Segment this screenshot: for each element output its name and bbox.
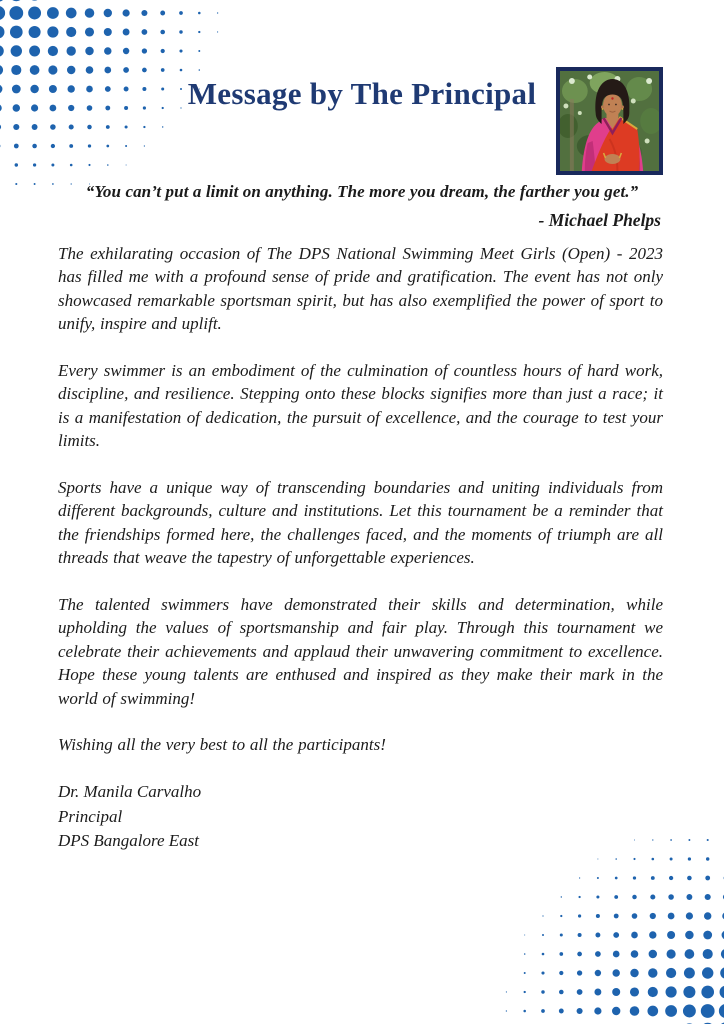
page-title: Message by The Principal [187,76,537,111]
signature-school: DPS Bangalore East [58,831,200,851]
body-paragraph-3: Sports have a unique way of transcending boundaries and uniting individuals from different backgrounds, culture and institutions. Let this tournament be a reminder that the friendships formed here, the challenges faced, and the moments of triumph are all threads that weave the tapestry of unforgettable experiences. [58,478,663,568]
principal-portrait-image [560,71,659,171]
signature-role: Principal [58,806,123,826]
message-body [58,242,663,854]
quote-block [40,179,684,233]
quote-attribution: - Michael Phelps [538,210,661,230]
body-paragraph-2: Every swimmer is an embodiment of the culmination of countless hours of hard work, discipline, and resilience. Stepping onto these blocks signifies more than just a race; it is a manifestation of dedication, the pursuit of excellence, and the courage to test your limits. [58,361,663,451]
principal-photo [556,67,663,175]
signature-name: Dr. Manila Carvalho [58,782,202,802]
body-paragraph-1: The exhilarating occasion of The DPS National Swimming Meet Girls (Open) - 2023 has filled me with a profound sense of pride and gratification. The event has not only showcased remarkable sportsman spirit, but has also exemplified the power of sport to unify, inspire and uplift. [58,244,663,334]
signature-block [58,780,663,854]
body-paragraph-5: Wishing all the very best to all the participants! [58,735,386,755]
body-paragraph-4: The talented swimmers have demonstrated their skills and determination, while upholding the values of sportsmanship and fair play. Through this tournament we celebrate their achievements and applaud their unwavering commitment to excellence. Hope these young talents are enthused and inspired as they make their mark in the world of swimming! [58,595,663,708]
quote-text: “You can’t put a limit on anything. The more you dream, the farther you get.” [85,182,639,201]
